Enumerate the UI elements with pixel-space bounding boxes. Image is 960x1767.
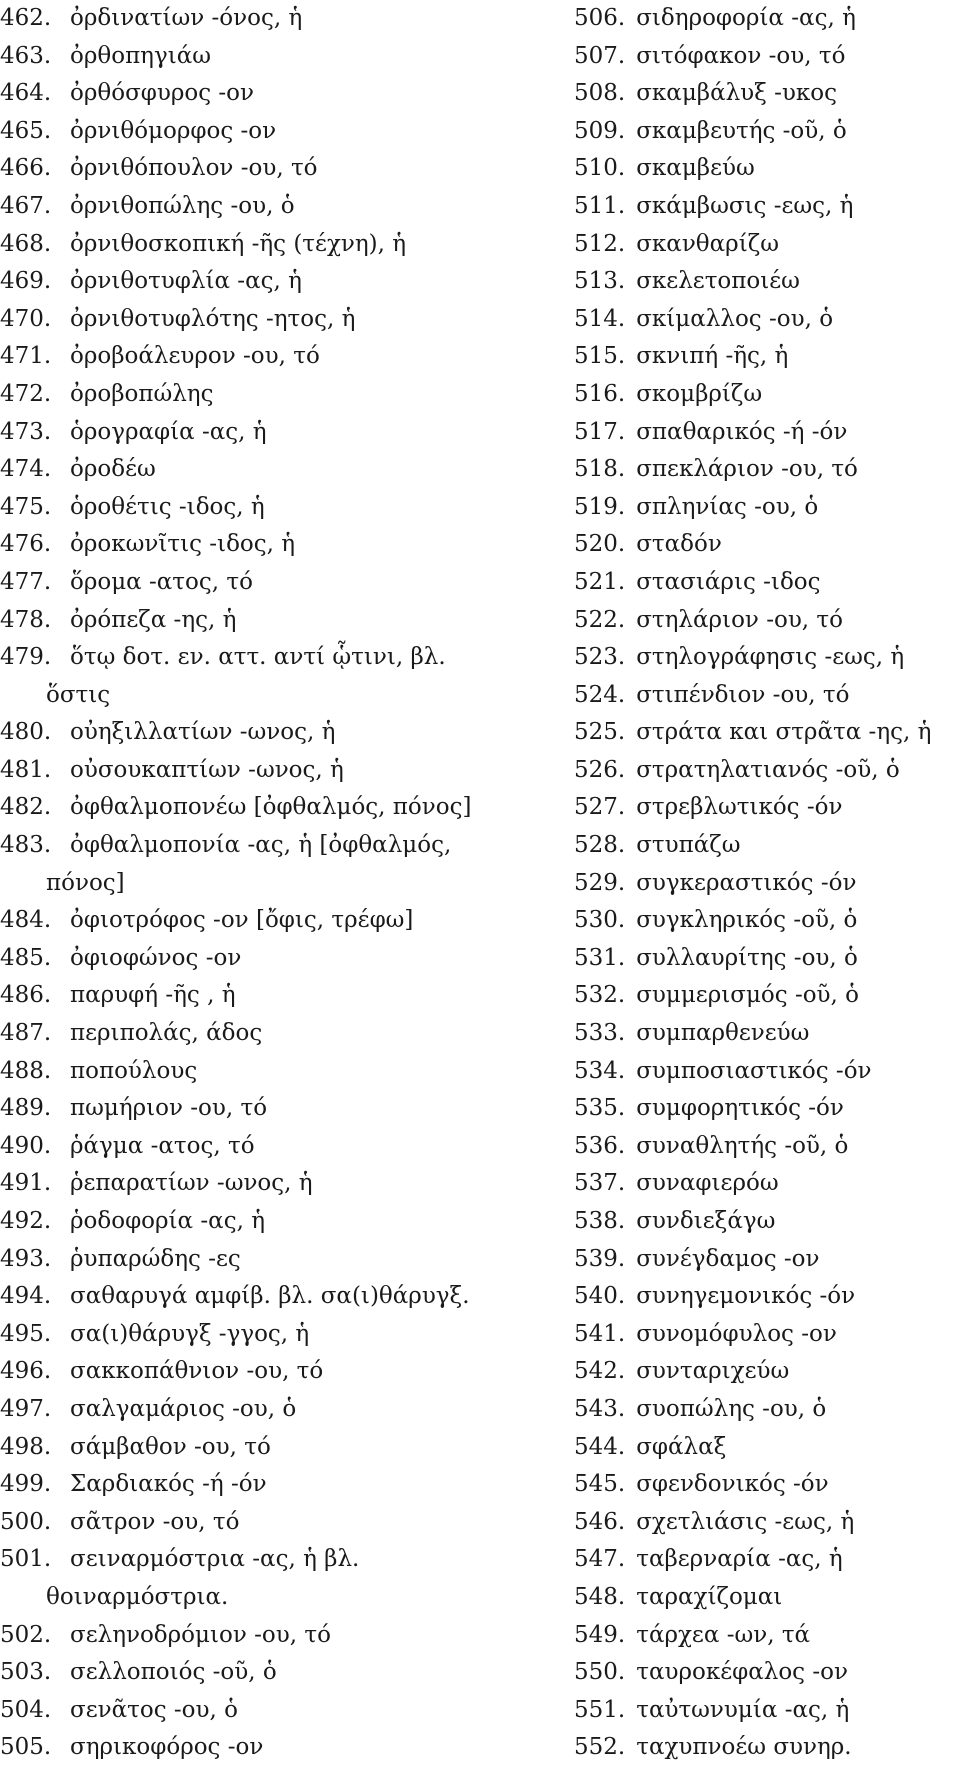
entry-number: 470. — [0, 305, 52, 332]
entry-term: πωμήριον -ου, τό — [70, 1095, 268, 1122]
entry-term: Σαρδιακός -ή -όν — [70, 1471, 267, 1498]
lexicon-entry — [574, 564, 960, 602]
entry-term: σκάμβωσις -εως, ἡ — [636, 192, 854, 219]
entry-term: ὀρδινατίων -όνος, ἡ — [70, 5, 303, 31]
right-column — [574, 0, 960, 1767]
lexicon-entry — [0, 38, 560, 76]
lexicon-entry — [0, 902, 560, 940]
entry-term: σαλγαμάριος -ου, ὁ — [70, 1395, 297, 1422]
lexicon-entry — [574, 1654, 960, 1692]
lexicon-entry — [574, 677, 960, 715]
lexicon-entry — [0, 1654, 560, 1692]
lexicon-entry — [0, 376, 560, 414]
entry-term: ῥοδοφορία -ας, ἡ — [70, 1208, 265, 1234]
entry-number: 494. — [0, 1283, 52, 1310]
entry-number: 546. — [574, 1508, 626, 1535]
entry-term: ὀφιοφώνος -ον — [70, 944, 242, 971]
entry-term: συοπώλης -ου, ὁ — [636, 1395, 827, 1422]
entry-term: σκνιπή -ῆς, ἡ — [636, 343, 789, 370]
entry-term: σκελετοποιέω — [636, 268, 800, 295]
lexicon-entry — [0, 940, 560, 978]
lexicon-entry — [574, 489, 960, 527]
lexicon-entry — [574, 75, 960, 113]
entry-number: 490. — [0, 1132, 52, 1159]
lexicon-entry — [574, 1504, 960, 1542]
lexicon-entry — [574, 1053, 960, 1091]
entry-term: τάρχεα -ων, τά — [636, 1621, 811, 1648]
entry-number: 527. — [574, 794, 626, 821]
entry-term: ῥυπαρώδης -ες — [70, 1245, 241, 1272]
lexicon-entry — [0, 1128, 560, 1166]
entry-number: 549. — [574, 1621, 626, 1648]
entry-term: συμπαρθενεύω — [636, 1020, 810, 1047]
lexicon-entry — [0, 451, 560, 489]
entry-number: 485. — [0, 944, 52, 971]
entry-term: ὀροβοάλευρον -ου, τό — [70, 343, 320, 370]
lexicon-entry — [0, 1466, 560, 1504]
entry-term: στιπένδιον -ου, τό — [636, 681, 850, 708]
entry-number: 479. — [0, 644, 52, 671]
lexicon-entry — [574, 865, 960, 903]
lexicon-entry — [0, 414, 560, 452]
lexicon-entry — [0, 263, 560, 301]
entry-number: 502. — [0, 1621, 52, 1648]
entry-continuation: πόνος] — [46, 869, 125, 896]
entry-number: 513. — [574, 268, 626, 295]
entry-term: ὀρνιθοτυφλότης -ητος, ἡ — [70, 305, 356, 332]
entry-number: 541. — [574, 1320, 626, 1347]
lexicon-entry — [574, 902, 960, 940]
lexicon-entry — [0, 1015, 560, 1053]
entry-term: σενᾶτος -ου, ὁ — [70, 1696, 238, 1723]
entry-term: σακκοπάθνιον -ου, τό — [70, 1358, 324, 1385]
entry-number: 505. — [0, 1734, 52, 1761]
lexicon-entry — [0, 1692, 560, 1730]
entry-number: 506. — [574, 5, 626, 31]
entry-term: σιδηροφορία -ας, ἡ — [636, 5, 856, 31]
entry-term: στυπάζω — [636, 832, 741, 859]
entry-number: 519. — [574, 493, 626, 520]
entry-term: συμποσιαστικός -όν — [636, 1057, 872, 1084]
entry-term: σπαθαρικός -ή -όν — [636, 418, 848, 445]
lexicon-entry — [0, 789, 560, 827]
entry-term: συνδιεξάγω — [636, 1208, 776, 1234]
lexicon-entry — [574, 1391, 960, 1429]
entry-number: 493. — [0, 1245, 52, 1272]
lexicon-entry — [0, 0, 560, 38]
lexicon-entry — [0, 188, 560, 226]
entry-term: ὀροκωνῖτις -ιδος, ἡ — [70, 531, 296, 558]
lexicon-entry — [0, 1278, 560, 1316]
entry-term: ταχυπνοέω συνηρ. — [636, 1734, 852, 1761]
entry-number: 516. — [574, 380, 626, 407]
lexicon-entry — [0, 977, 560, 1015]
entry-term: σα(ι)θάρυγξ -γγος, ἡ — [70, 1320, 310, 1347]
lexicon-entry — [0, 639, 560, 677]
entry-term: στρεβλωτικός -όν — [636, 794, 843, 821]
entry-number: 543. — [574, 1395, 626, 1422]
entry-number: 518. — [574, 456, 626, 483]
lexicon-entry — [574, 226, 960, 264]
entry-number: 548. — [574, 1583, 626, 1610]
lexicon-entry — [0, 489, 560, 527]
lexicon-entry — [574, 376, 960, 414]
lexicon-entry — [0, 1316, 560, 1354]
entry-term: στηλάριον -ου, τό — [636, 606, 844, 633]
entry-number: 498. — [0, 1433, 52, 1460]
entry-number: 522. — [574, 606, 626, 633]
lexicon-entry — [0, 1241, 560, 1279]
entry-term: ταραχίζομαι — [636, 1583, 783, 1610]
entry-term: ὀρνιθοπώλης -ου, ὁ — [70, 192, 295, 219]
entry-number: 517. — [574, 418, 626, 445]
lexicon-entry — [0, 1617, 560, 1655]
entry-term: συνέγδαμος -ον — [636, 1245, 820, 1272]
entry-number: 534. — [574, 1057, 626, 1084]
entry-number: 478. — [0, 606, 52, 633]
entry-number: 531. — [574, 944, 626, 971]
entry-number: 544. — [574, 1433, 626, 1460]
lexicon-entry — [0, 564, 560, 602]
entry-term: ὅτῳ δοτ. εν. αττ. αντί ᾧτινι, βλ. — [70, 644, 446, 671]
entry-number: 537. — [574, 1170, 626, 1197]
lexicon-entry — [0, 1090, 560, 1128]
entry-term: συγκληρικός -οῦ, ὁ — [636, 907, 858, 934]
lexicon-entry — [574, 1090, 960, 1128]
lexicon-entry — [0, 75, 560, 113]
lexicon-entry — [574, 1729, 960, 1767]
entry-number: 501. — [0, 1546, 52, 1573]
lexicon-entry — [0, 301, 560, 339]
entry-term: σταδόν — [636, 531, 722, 558]
entry-number: 500. — [0, 1508, 52, 1535]
entry-term: σκίμαλλος -ου, ὁ — [636, 305, 834, 332]
lexicon-entry — [574, 301, 960, 339]
entry-number: 474. — [0, 456, 52, 483]
entry-number: 483. — [0, 832, 52, 859]
lexicon-entry — [0, 1165, 560, 1203]
entry-number: 462. — [0, 5, 52, 31]
entry-term: ὁροθέτις -ιδος, ἡ — [70, 493, 265, 520]
lexicon-entry — [574, 113, 960, 151]
entry-term: συγκεραστικός -όν — [636, 869, 857, 896]
entry-term: ταυροκέφαλος -ον — [636, 1659, 848, 1686]
entry-number: 528. — [574, 832, 626, 859]
entry-number: 497. — [0, 1395, 52, 1422]
entry-number: 503. — [0, 1659, 52, 1686]
entry-term: συναφιερόω — [636, 1170, 779, 1197]
lexicon-entry — [574, 451, 960, 489]
lexicon-entry — [0, 1729, 560, 1767]
entry-term: ὀρθοπηγιάω — [70, 42, 212, 69]
entry-number: 496. — [0, 1358, 52, 1385]
entry-term: ταὐτωνυμία -ας, ἡ — [636, 1696, 850, 1723]
entry-number: 468. — [0, 230, 52, 257]
entry-term: σπεκλάριον -ου, τό — [636, 456, 858, 483]
entry-number: 530. — [574, 907, 626, 934]
entry-term: ταβερναρία -ας, ἡ — [636, 1546, 843, 1573]
lexicon-entry — [574, 752, 960, 790]
entry-term: ὀρόπεζα -ης, ἡ — [70, 606, 237, 633]
entry-number: 481. — [0, 756, 52, 783]
entry-term: ὀρνιθόμορφος -ον — [70, 117, 277, 144]
entry-term: περιπολάς, άδος — [70, 1020, 263, 1047]
entry-number: 465. — [0, 117, 52, 144]
lexicon-entry — [0, 827, 560, 865]
entry-number: 466. — [0, 155, 52, 182]
entry-number: 524. — [574, 681, 626, 708]
entry-number: 471. — [0, 343, 52, 370]
entry-term: σαθαρυγά αμφίβ. βλ. σα(ι)θάρυγξ. — [70, 1283, 470, 1310]
lexicon-entry — [574, 1165, 960, 1203]
entry-term: ὀροβοπώλης — [70, 380, 214, 407]
lexicon-entry — [574, 1015, 960, 1053]
entry-term: συμφορητικός -όν — [636, 1095, 844, 1122]
entry-number: 473. — [0, 418, 52, 445]
lexicon-entry — [574, 1316, 960, 1354]
entry-number: 526. — [574, 756, 626, 783]
lexicon-entry — [574, 1203, 960, 1241]
entry-term: σάμβαθον -ου, τό — [70, 1433, 271, 1460]
lexicon-entry — [574, 1541, 960, 1579]
lexicon-entry — [574, 414, 960, 452]
entry-number: 536. — [574, 1132, 626, 1159]
entry-term: στηλογράφησις -εως, ἡ — [636, 644, 905, 671]
entry-number: 535. — [574, 1095, 626, 1122]
lexicon-entry — [574, 1579, 960, 1617]
lexicon-entry — [574, 338, 960, 376]
entry-term: ὁρογραφία -ας, ἡ — [70, 418, 267, 445]
entry-number: 464. — [0, 80, 52, 107]
lexicon-entry — [0, 1541, 560, 1579]
entry-number: 511. — [574, 192, 626, 219]
entry-continuation: ὅστις — [46, 681, 111, 708]
lexicon-entry — [0, 1429, 560, 1467]
lexicon-entry — [0, 338, 560, 376]
lexicon-entry — [574, 1466, 960, 1504]
lexicon-entry — [0, 1504, 560, 1542]
entry-number: 489. — [0, 1095, 52, 1122]
lexicon-entry — [574, 1353, 960, 1391]
entry-term: συνηγεμονικός -όν — [636, 1283, 856, 1310]
entry-term: σηρικοφόρος -ον — [70, 1734, 264, 1761]
lexicon-entry — [0, 226, 560, 264]
entry-number: 482. — [0, 794, 52, 821]
entry-term: ὀρθόσφυρος -ον — [70, 80, 255, 107]
lexicon-entry — [574, 1241, 960, 1279]
entry-term: σκαμβεύω — [636, 155, 755, 182]
entry-term: συνομόφυλος -ον — [636, 1320, 837, 1347]
lexicon-entry — [574, 1429, 960, 1467]
lexicon-entry — [574, 602, 960, 640]
lexicon-entry — [574, 188, 960, 226]
lexicon-entry — [0, 602, 560, 640]
entry-number: 521. — [574, 568, 626, 595]
entry-term: σελλοποιός -οῦ, ὁ — [70, 1659, 277, 1686]
lexicon-entry — [574, 977, 960, 1015]
lexicon-entry — [0, 1053, 560, 1091]
entry-number: 512. — [574, 230, 626, 257]
entry-term: οὐσουκαπτίων -ωνος, ἡ — [70, 756, 344, 783]
lexicon-entry — [0, 1353, 560, 1391]
entry-number: 499. — [0, 1471, 52, 1498]
entry-number: 507. — [574, 42, 626, 69]
entry-number: 523. — [574, 644, 626, 671]
entry-term: ὀφθαλμοπονέω [ὀφθαλμός, πόνος] — [70, 794, 472, 821]
entry-term: συλλαυρίτης -ου, ὁ — [636, 944, 858, 971]
entry-number: 515. — [574, 343, 626, 370]
entry-number: 525. — [574, 719, 626, 746]
entry-number: 552. — [574, 1734, 626, 1761]
lexicon-entry — [574, 714, 960, 752]
entry-term: σπληνίας -ου, ὁ — [636, 493, 819, 520]
entry-number: 488. — [0, 1057, 52, 1084]
entry-term: συνταριχεύω — [636, 1358, 790, 1385]
entry-number: 484. — [0, 907, 52, 934]
entry-term: ὀφθαλμοπονία -ας, ἡ [ὀφθαλμός, — [70, 832, 452, 859]
lexicon-entry — [574, 1617, 960, 1655]
entry-number: 551. — [574, 1696, 626, 1723]
entry-term: ποπούλους — [70, 1057, 198, 1084]
entry-term: ὀρνιθοσκοπική -ῆς (τέχνη), ἡ — [70, 230, 407, 257]
lexicon-entry — [574, 827, 960, 865]
entry-number: 504. — [0, 1696, 52, 1723]
entry-number: 467. — [0, 192, 52, 219]
lexicon-entry — [574, 1692, 960, 1730]
entry-number: 491. — [0, 1170, 52, 1197]
entry-number: 487. — [0, 1020, 52, 1047]
lexicon-entry — [574, 1128, 960, 1166]
lexicon-entry — [0, 113, 560, 151]
entry-number: 477. — [0, 568, 52, 595]
lexicon-entry — [0, 526, 560, 564]
lexicon-entry — [574, 38, 960, 76]
entry-term: παρυφή -ῆς , ἡ — [70, 982, 236, 1009]
entry-number: 508. — [574, 80, 626, 107]
entry-term: ὀρνιθοτυφλία -ας, ἡ — [70, 268, 302, 295]
entry-term: σχετλιάσις -εως, ἡ — [636, 1508, 855, 1535]
lexicon-entry — [574, 0, 960, 38]
entry-number: 509. — [574, 117, 626, 144]
entry-term: ὀρνιθόπουλον -ου, τό — [70, 155, 318, 182]
lexicon-entry — [0, 1391, 560, 1429]
entry-term: σκαμβευτής -οῦ, ὁ — [636, 117, 847, 144]
entry-term: σεληνοδρόμιον -ου, τό — [70, 1621, 331, 1648]
lexicon-entry — [574, 789, 960, 827]
entry-number: 510. — [574, 155, 626, 182]
entry-term: συμμερισμός -οῦ, ὁ — [636, 982, 860, 1009]
entry-number: 480. — [0, 719, 52, 746]
lexicon-entry — [574, 940, 960, 978]
entry-number: 514. — [574, 305, 626, 332]
entry-term: στρατηλατιανός -οῦ, ὁ — [636, 756, 900, 783]
lexicon-entry — [0, 1203, 560, 1241]
entry-number: 469. — [0, 268, 52, 295]
lexicon-entry — [574, 1278, 960, 1316]
entry-number: 540. — [574, 1283, 626, 1310]
entry-term: στράτα και στρᾶτα -ης, ἡ — [636, 719, 932, 746]
entry-term: σειναρμόστρια -ας, ἡ βλ. — [70, 1546, 360, 1573]
entry-number: 538. — [574, 1208, 626, 1234]
entry-number: 533. — [574, 1020, 626, 1047]
entry-term: σᾶτρον -ου, τό — [70, 1508, 240, 1535]
entry-number: 550. — [574, 1659, 626, 1686]
lexicon-entry — [574, 150, 960, 188]
entry-number: 539. — [574, 1245, 626, 1272]
entry-term: ὅρομα -ατος, τό — [70, 568, 253, 595]
entry-term: ὀφιοτρόφος -ον [ὄφις, τρέφω] — [70, 907, 414, 934]
entry-term: σκομβρίζω — [636, 380, 763, 407]
entry-term: σφάλαξ — [636, 1433, 727, 1460]
entry-number: 475. — [0, 493, 52, 520]
entry-number: 472. — [0, 380, 52, 407]
entry-term: στασιάρις -ιδος — [636, 568, 821, 595]
entry-number: 520. — [574, 531, 626, 558]
entry-number: 542. — [574, 1358, 626, 1385]
entry-term: σιτόφακον -ου, τό — [636, 42, 846, 69]
entry-number: 486. — [0, 982, 52, 1009]
lexicon-entry — [574, 639, 960, 677]
entry-term: ῥεπαρατίων -ωνος, ἡ — [70, 1170, 313, 1197]
lexicon-entry — [0, 714, 560, 752]
lexicon-entry — [0, 150, 560, 188]
lexicon-entry — [574, 263, 960, 301]
entry-number: 463. — [0, 42, 52, 69]
entry-number: 492. — [0, 1208, 52, 1234]
entry-term: σκαμβάλυξ -υκος — [636, 80, 837, 107]
entry-term: σκανθαρίζω — [636, 230, 779, 257]
entry-number: 547. — [574, 1546, 626, 1573]
entry-number: 476. — [0, 531, 52, 558]
entry-term: σφενδονικός -όν — [636, 1471, 829, 1498]
entry-number: 545. — [574, 1471, 626, 1498]
entry-term: ῥάγμα -ατος, τό — [70, 1132, 255, 1159]
entry-continuation: θοιναρμόστρια. — [46, 1583, 229, 1610]
lexicon-entry — [0, 752, 560, 790]
entry-number: 532. — [574, 982, 626, 1009]
lexicon-entry — [574, 526, 960, 564]
entry-number: 495. — [0, 1320, 52, 1347]
entry-term: οὐηξιλλατίων -ωνος, ἡ — [70, 719, 336, 746]
entry-term: ὀροδέω — [70, 456, 156, 483]
entry-number: 529. — [574, 869, 626, 896]
entry-term: συναθλητής -οῦ, ὁ — [636, 1132, 849, 1159]
